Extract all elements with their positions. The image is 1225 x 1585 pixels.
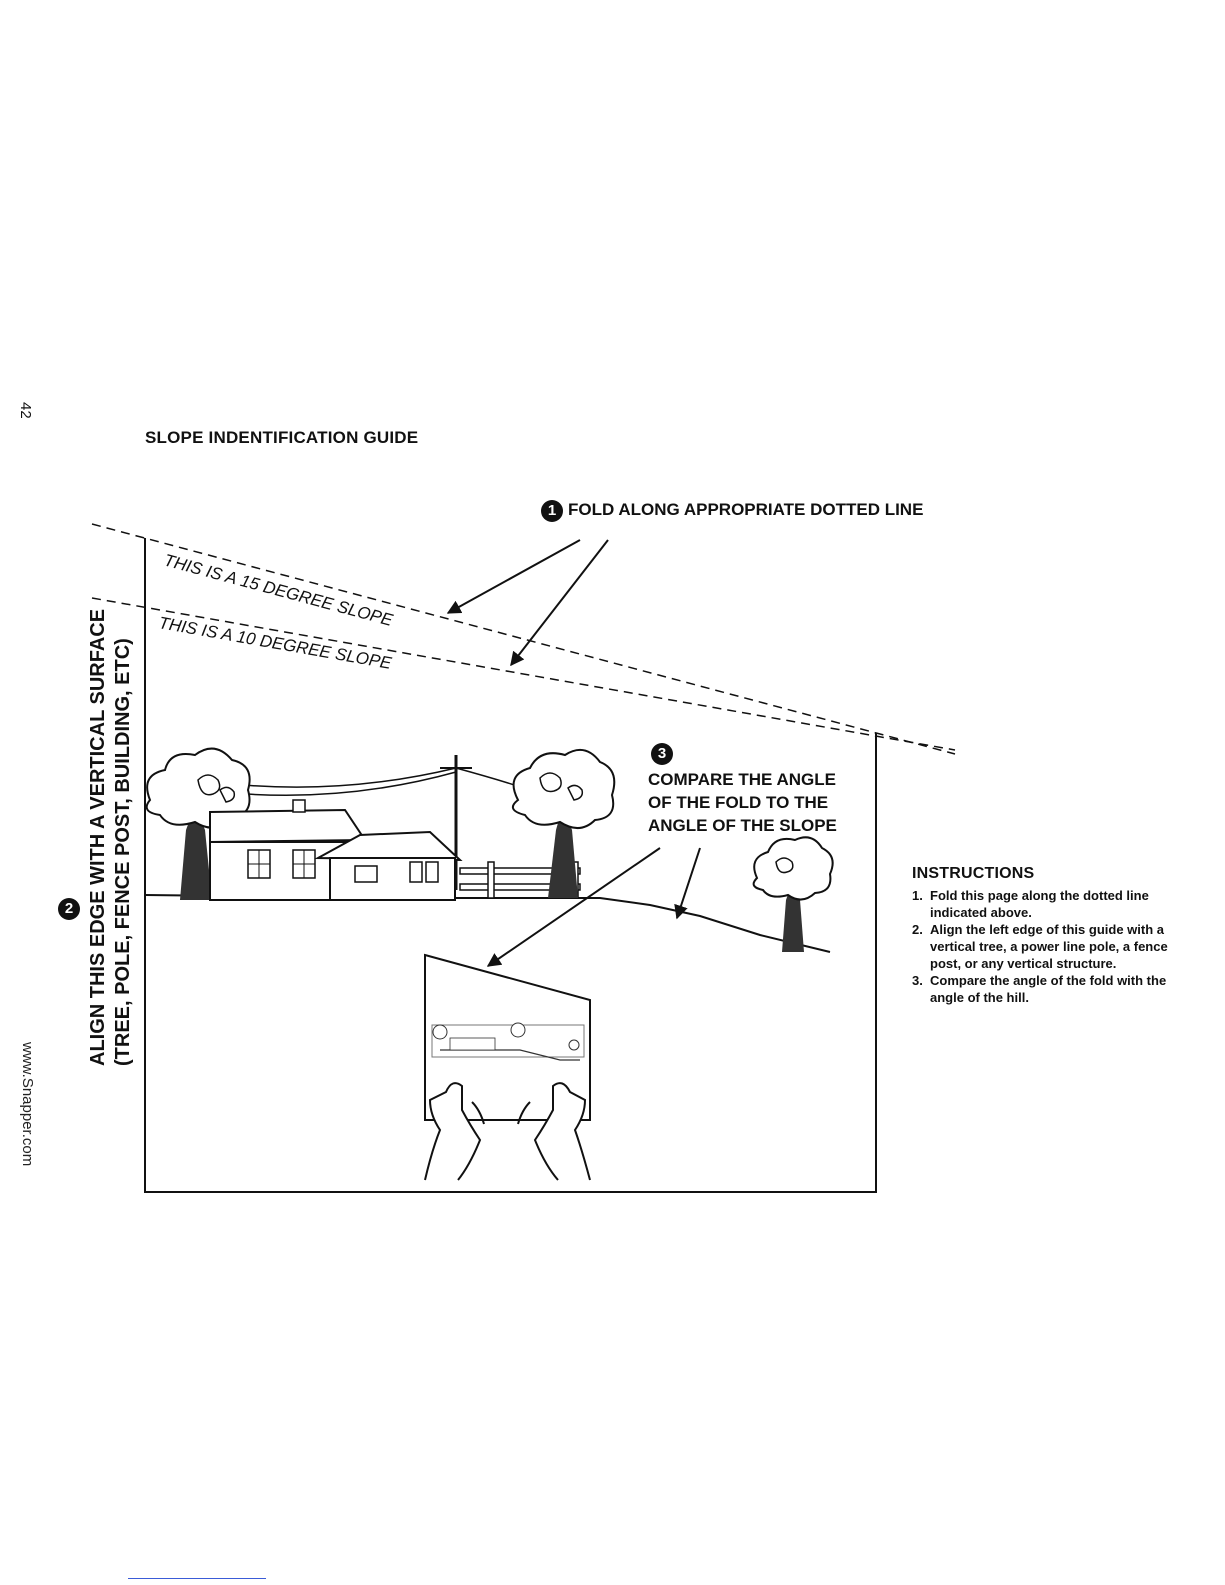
compare-instruction (648, 768, 837, 837)
instructions-heading: INSTRUCTIONS (912, 865, 1035, 882)
instructions-list (912, 887, 1192, 1006)
hill-tree (754, 837, 833, 952)
fold-arrow-10 (511, 540, 608, 665)
instruction-item (912, 972, 1192, 1006)
align-line-2: (TREE, POLE, FENCE POST, BUILDING, ETC) (112, 638, 134, 1066)
instruction-item (912, 921, 1192, 972)
instruction-number: 1. (912, 888, 923, 903)
instruction-number: 2. (912, 922, 923, 937)
compare-line-2: OF THE FOLD TO THE (648, 793, 829, 812)
align-line-1: ALIGN THIS EDGE WITH A VERTICAL SURFACE (87, 608, 109, 1066)
fold-instruction: FOLD ALONG APPROPRIATE DOTTED LINE (568, 500, 924, 519)
house (210, 800, 460, 900)
instruction-number: 3. (912, 973, 923, 988)
instruction-text: Align the left edge of this guide with a vertical tree, a power line pole, a fence post, or any vertical structure. (930, 922, 1168, 971)
page-title: SLOPE INDENTIFICATION GUIDE (145, 428, 419, 447)
instruction-item (912, 887, 1192, 921)
website-url: www.Snapper.com (19, 1042, 36, 1167)
ten-degree-dotted-line (92, 598, 955, 750)
step-3-badge: 3 (651, 743, 673, 765)
page-number: 42 (17, 402, 34, 419)
compare-line-1: COMPARE THE ANGLE (648, 770, 836, 789)
compare-line-3: ANGLE OF THE SLOPE (648, 816, 837, 835)
fifteen-degree-label: THIS IS A 15 DEGREE SLOPE (161, 550, 395, 630)
step-2-badge: 2 (58, 898, 80, 920)
middle-tree (513, 750, 614, 898)
instruction-text: Fold this page along the dotted line indicated above. (930, 888, 1149, 920)
ten-degree-label: THIS IS A 10 DEGREE SLOPE (157, 613, 393, 673)
instruction-text: Compare the angle of the fold with the angle of the hill. (930, 973, 1167, 1005)
bottom-link-underline (128, 1578, 266, 1579)
step-1-badge: 1 (541, 500, 563, 522)
compare-arrow-slope (677, 848, 700, 918)
align-edge-instruction (86, 609, 136, 1066)
ground-line (145, 895, 830, 952)
instructions-panel (912, 865, 1192, 1006)
